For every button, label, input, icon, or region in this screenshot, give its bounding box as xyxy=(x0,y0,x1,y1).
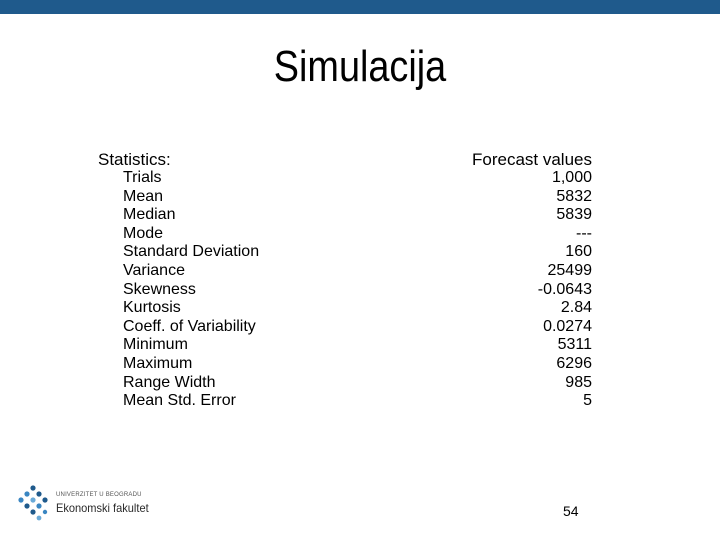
stat-label: Mean Std. Error xyxy=(123,392,236,410)
stat-row xyxy=(98,206,598,225)
stat-value: -0.0643 xyxy=(537,280,592,298)
stat-label: Mean xyxy=(123,187,164,205)
stat-value: 25499 xyxy=(547,261,592,279)
stat-value: 5 xyxy=(583,392,592,410)
stat-label: Mode xyxy=(123,224,164,242)
stat-label: Coeff. of Variability xyxy=(123,317,256,335)
stat-row xyxy=(98,169,598,188)
stat-row xyxy=(98,392,598,411)
header-bar xyxy=(0,0,720,14)
stat-row xyxy=(98,374,598,393)
stat-label: Minimum xyxy=(123,336,188,354)
logo-university-text: UNIVERZITET U BEOGRADU xyxy=(56,492,142,498)
stat-row xyxy=(98,262,598,281)
statistics-table xyxy=(98,150,598,411)
stat-label: Variance xyxy=(123,261,185,279)
stat-value: 160 xyxy=(565,243,592,261)
stat-label: Range Width xyxy=(123,373,216,391)
stat-row xyxy=(98,336,598,355)
stat-row xyxy=(98,243,598,262)
stat-value: 985 xyxy=(565,373,592,391)
stat-value: 2.84 xyxy=(560,299,592,317)
page-number: 54 xyxy=(563,503,579,519)
statistics-header-label: Statistics: xyxy=(98,150,171,169)
stat-row xyxy=(98,225,598,244)
statistics-header-value: Forecast values xyxy=(472,150,592,169)
stat-label: Median xyxy=(123,206,176,224)
stat-row xyxy=(98,281,598,300)
logo-faculty-name: Ekonomski fakultet xyxy=(56,501,149,515)
stat-label: Skewness xyxy=(123,280,196,298)
stat-value: --- xyxy=(576,224,592,242)
faculty-logo xyxy=(14,484,164,524)
stat-value: 5839 xyxy=(556,206,592,224)
stat-label: Standard Deviation xyxy=(123,243,260,261)
slide-title: Simulacija xyxy=(273,42,447,91)
stat-value: 5832 xyxy=(556,187,592,205)
stat-value: 6296 xyxy=(556,354,592,372)
stat-value: 0.0274 xyxy=(543,317,592,335)
stat-value: 5311 xyxy=(557,336,592,354)
dots-diamond-logo-icon xyxy=(14,484,52,524)
stat-row xyxy=(98,299,598,318)
stat-value: 1,000 xyxy=(551,169,592,186)
stat-label: Kurtosis xyxy=(123,299,181,317)
stat-label: Trials xyxy=(123,169,162,186)
stat-row xyxy=(98,318,598,337)
stat-row xyxy=(98,188,598,207)
statistics-header-row xyxy=(98,150,598,169)
stat-row xyxy=(98,355,598,374)
stat-label: Maximum xyxy=(123,354,193,372)
